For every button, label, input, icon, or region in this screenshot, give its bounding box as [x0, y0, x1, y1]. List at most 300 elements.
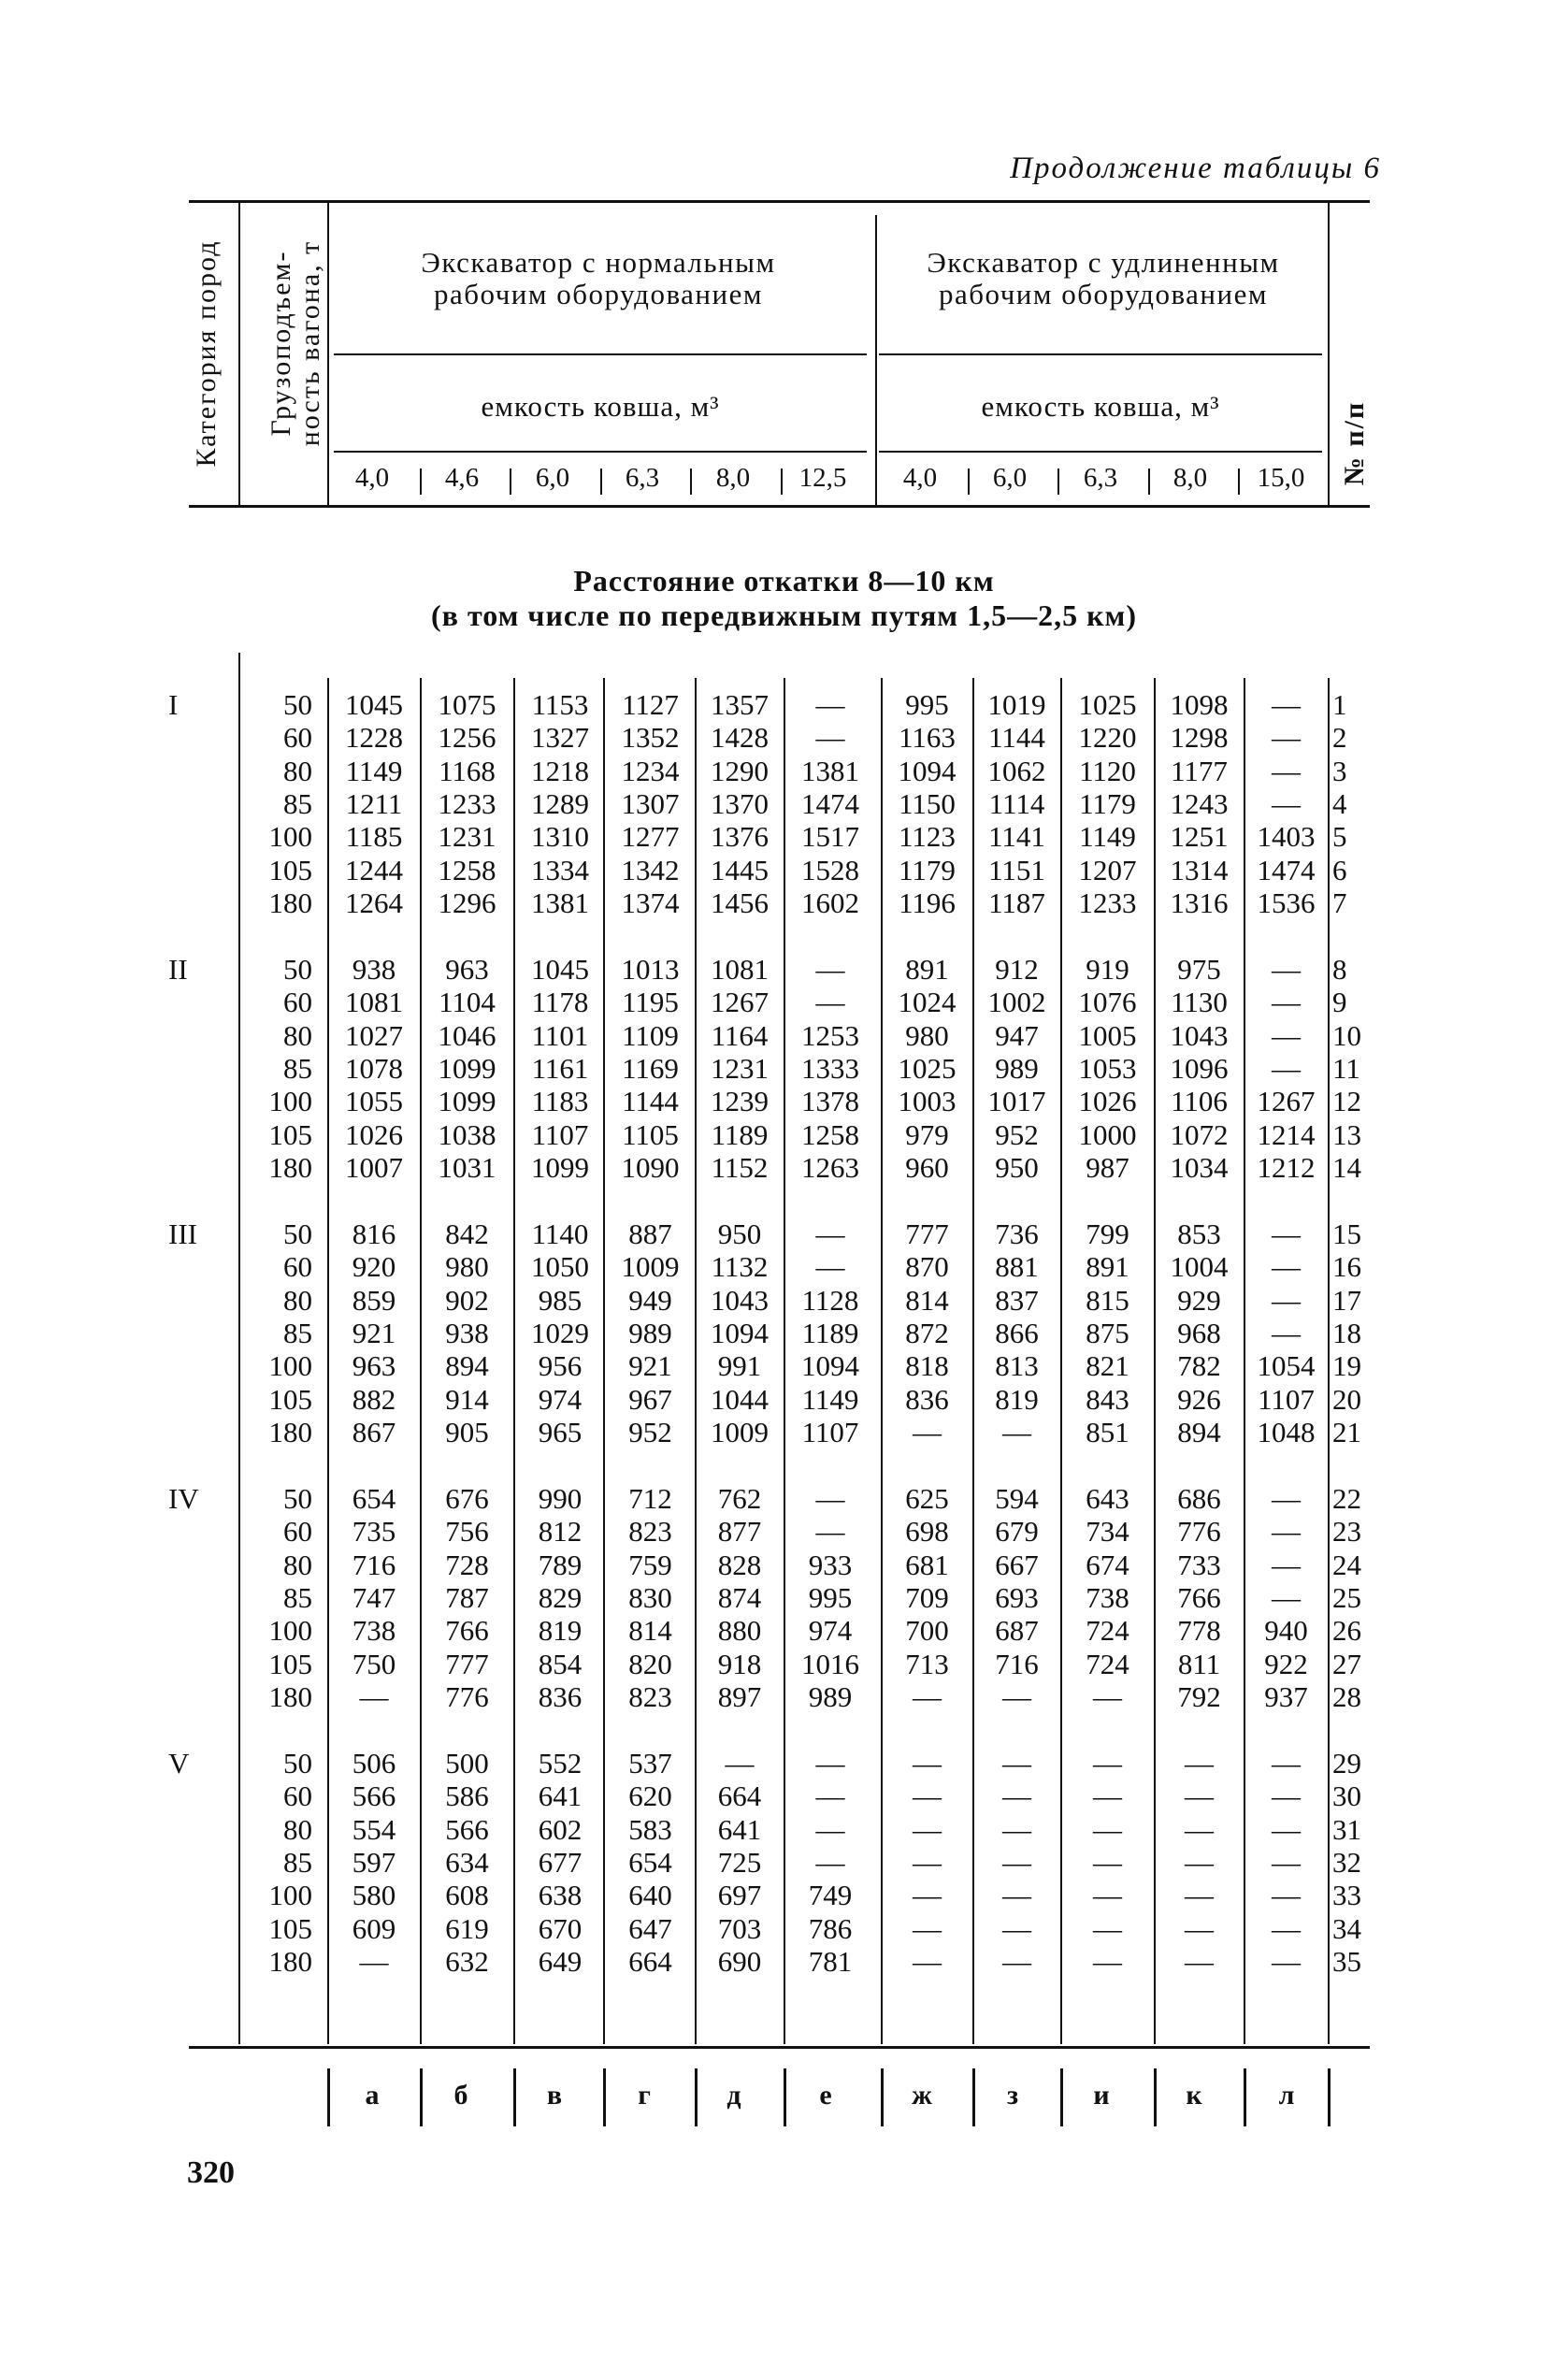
- row-number: 10: [1332, 1018, 1361, 1052]
- tonnage-cell: 100: [268, 820, 312, 854]
- value-cell: 1141: [988, 820, 1045, 854]
- value-cell: 506: [352, 1747, 396, 1779]
- value-cell: 1161: [531, 1051, 589, 1085]
- column-letter: а: [365, 2080, 380, 2111]
- row-number: 19: [1332, 1349, 1361, 1383]
- value-cell: 1003: [898, 1085, 957, 1118]
- value-cell: —: [1185, 1779, 1214, 1813]
- value-cell: 1096: [1170, 1051, 1229, 1085]
- row-number: 6: [1332, 853, 1347, 886]
- header-vline-1: [238, 202, 240, 505]
- value-cell: —: [1185, 1812, 1214, 1846]
- body-vline: [327, 678, 329, 2044]
- value-cell: 1153: [531, 688, 589, 721]
- value-cell: 787: [445, 1580, 489, 1614]
- value-cell: —: [1272, 1316, 1301, 1349]
- value-cell: 664: [628, 1944, 672, 1978]
- value-cell: 854: [538, 1647, 583, 1680]
- value-cell: —: [1272, 1879, 1301, 1912]
- value-cell: —: [1002, 1911, 1031, 1945]
- row-number: 22: [1332, 1482, 1361, 1515]
- tonnage-cell: 180: [268, 1415, 312, 1448]
- column-letter: д: [726, 2080, 741, 2111]
- number-header: № п/п: [1339, 400, 1370, 486]
- value-cell: 1038: [438, 1117, 496, 1151]
- value-cell: 821: [1086, 1349, 1129, 1383]
- value-cell: 843: [1086, 1382, 1129, 1416]
- value-cell: 905: [445, 1415, 489, 1448]
- value-cell: 782: [1177, 1349, 1221, 1383]
- value-cell: 500: [445, 1747, 489, 1779]
- value-cell: 933: [808, 1548, 853, 1581]
- column-letter: б: [453, 2080, 468, 2111]
- value-cell: 877: [717, 1515, 762, 1549]
- value-cell: 811: [1177, 1647, 1221, 1680]
- value-cell: 874: [717, 1580, 762, 1614]
- value-cell: 1231: [438, 820, 496, 854]
- value-cell: 1005: [1078, 1018, 1137, 1052]
- tonnage-cell: 60: [283, 1515, 312, 1549]
- value-cell: 1298: [1170, 721, 1229, 755]
- value-cell: 703: [717, 1911, 762, 1945]
- tonnage-cell: 50: [283, 688, 312, 721]
- value-cell: 823: [628, 1515, 672, 1549]
- value-cell: —: [815, 1812, 845, 1846]
- value-cell: 649: [538, 1944, 583, 1978]
- value-cell: 1043: [1170, 1018, 1229, 1052]
- footer-separator: [1328, 2068, 1331, 2126]
- value-cell: 1062: [987, 754, 1046, 787]
- value-cell: 818: [905, 1349, 949, 1383]
- value-cell: 609: [352, 1911, 396, 1945]
- row-number: 7: [1332, 886, 1347, 919]
- value-cell: 990: [538, 1482, 583, 1515]
- column-letter: е: [819, 2080, 832, 2111]
- page-number: 320: [187, 2155, 235, 2190]
- tonnage-cell: 85: [283, 1316, 312, 1349]
- tonnage-cell: 80: [283, 754, 312, 787]
- value-cell: —: [1185, 1747, 1214, 1779]
- value-cell: —: [1272, 1944, 1301, 1978]
- value-cell: 1009: [711, 1415, 769, 1448]
- row-number: 23: [1332, 1515, 1361, 1549]
- value-cell: 1149: [345, 754, 403, 787]
- value-cell: 625: [905, 1482, 949, 1515]
- value-cell: —: [815, 1218, 845, 1250]
- capacity-cell: 4,0: [354, 463, 390, 493]
- tonnage-cell: 80: [283, 1548, 312, 1581]
- value-cell: 724: [1086, 1647, 1129, 1680]
- tonnage-cell: 80: [283, 1283, 312, 1317]
- value-cell: 866: [995, 1316, 1039, 1349]
- tonnage-cell: 180: [268, 1679, 312, 1713]
- value-cell: 778: [1177, 1614, 1221, 1648]
- value-cell: 1381: [801, 754, 859, 787]
- value-cell: 956: [538, 1349, 583, 1383]
- footer-separator: [784, 2068, 786, 2126]
- value-cell: 686: [1177, 1482, 1221, 1515]
- value-cell: 1105: [622, 1117, 679, 1151]
- category-label: IV: [168, 1482, 199, 1515]
- value-cell: 1152: [711, 1150, 769, 1184]
- value-cell: 1474: [801, 786, 859, 820]
- value-cell: 674: [1086, 1548, 1129, 1581]
- column-letter: ж: [912, 2080, 932, 2111]
- value-cell: —: [815, 1482, 845, 1515]
- value-cell: —: [1272, 1283, 1301, 1317]
- value-cell: —: [1185, 1911, 1214, 1945]
- header-mid-rule-left: [334, 353, 867, 355]
- value-cell: 921: [628, 1349, 672, 1383]
- value-cell: 679: [995, 1515, 1039, 1549]
- value-cell: 1025: [898, 1051, 957, 1085]
- value-cell: 1370: [711, 786, 769, 820]
- value-cell: 1474: [1257, 853, 1316, 886]
- value-cell: 968: [1177, 1316, 1221, 1349]
- value-cell: 1106: [1171, 1085, 1228, 1118]
- table-bottom-rule: [189, 2046, 1370, 2049]
- footer-separator: [603, 2068, 606, 2126]
- value-cell: —: [1002, 1415, 1031, 1448]
- tonnage-cell: 105: [268, 1382, 312, 1416]
- capacity-cell: 6,0: [992, 463, 1028, 493]
- value-cell: 690: [717, 1944, 762, 1978]
- value-cell: 859: [352, 1283, 396, 1317]
- value-cell: 853: [1177, 1218, 1221, 1250]
- value-cell: 974: [538, 1382, 583, 1416]
- body-vline: [1154, 678, 1156, 2044]
- value-cell: 1258: [801, 1117, 859, 1151]
- value-cell: 1094: [711, 1316, 769, 1349]
- value-cell: 1031: [438, 1150, 496, 1184]
- value-cell: 641: [717, 1812, 762, 1846]
- value-cell: 816: [352, 1218, 396, 1250]
- value-cell: —: [913, 1911, 942, 1945]
- value-cell: —: [913, 1879, 942, 1912]
- value-cell: 537: [628, 1747, 672, 1779]
- capacity-cell: 4,6: [444, 463, 480, 493]
- value-cell: —: [1093, 1845, 1122, 1879]
- value-cell: —: [359, 1679, 389, 1713]
- value-cell: 1107: [531, 1117, 589, 1151]
- category-label: II: [168, 953, 188, 986]
- row-number: 29: [1332, 1747, 1361, 1779]
- value-cell: 777: [905, 1218, 949, 1250]
- value-cell: 1127: [622, 688, 679, 721]
- row-number: 14: [1332, 1150, 1361, 1184]
- value-cell: —: [1185, 1879, 1214, 1912]
- value-cell: 1239: [711, 1085, 769, 1118]
- value-cell: 814: [628, 1614, 672, 1648]
- value-cell: —: [1272, 1812, 1301, 1846]
- value-cell: —: [815, 986, 845, 1019]
- value-cell: 1104: [439, 986, 496, 1019]
- value-cell: —: [1093, 1779, 1122, 1813]
- tonnage-cell: 85: [283, 1580, 312, 1614]
- value-cell: —: [815, 1515, 845, 1549]
- value-cell: —: [1272, 1250, 1301, 1284]
- value-cell: 979: [905, 1117, 949, 1151]
- row-number: 5: [1332, 820, 1347, 854]
- value-cell: —: [1272, 953, 1301, 986]
- value-cell: —: [1272, 1018, 1301, 1052]
- value-cell: 836: [905, 1382, 949, 1416]
- value-cell: 1150: [899, 786, 956, 820]
- row-number: 8: [1332, 953, 1347, 986]
- value-cell: 938: [352, 953, 396, 986]
- value-cell: 762: [717, 1482, 762, 1515]
- value-cell: 929: [1177, 1283, 1221, 1317]
- value-cell: 1244: [345, 853, 403, 886]
- value-cell: 1290: [711, 754, 769, 787]
- header-bottom-rule: [189, 505, 1370, 508]
- value-cell: 1253: [801, 1018, 859, 1052]
- value-cell: —: [1272, 1051, 1301, 1085]
- value-cell: 1228: [345, 721, 403, 755]
- value-cell: 1002: [987, 986, 1046, 1019]
- tonnage-cell: 85: [283, 786, 312, 820]
- value-cell: 926: [1177, 1382, 1221, 1416]
- row-number: 18: [1332, 1316, 1361, 1349]
- value-cell: 1357: [711, 688, 769, 721]
- row-number: 21: [1332, 1415, 1361, 1448]
- value-cell: 713: [905, 1647, 949, 1680]
- value-cell: —: [913, 1779, 942, 1813]
- value-cell: —: [1272, 1482, 1301, 1515]
- row-number: 4: [1332, 786, 1347, 820]
- value-cell: 1207: [1078, 853, 1137, 886]
- value-cell: —: [913, 1845, 942, 1879]
- value-cell: 736: [995, 1218, 1039, 1250]
- capacity-cell: 12,5: [798, 463, 847, 493]
- value-cell: 777: [445, 1647, 489, 1680]
- value-cell: 922: [1264, 1647, 1308, 1680]
- value-cell: 698: [905, 1515, 949, 1549]
- value-cell: 1517: [801, 820, 859, 854]
- value-cell: 1081: [345, 986, 403, 1019]
- tonnage-cell: 60: [283, 721, 312, 755]
- category-label: I: [168, 688, 179, 721]
- value-cell: 1107: [801, 1415, 859, 1448]
- value-cell: —: [1272, 1515, 1301, 1549]
- value-cell: 1264: [345, 886, 403, 919]
- value-cell: 1381: [531, 886, 589, 919]
- value-cell: 643: [1086, 1482, 1129, 1515]
- body-vline: [881, 678, 883, 2044]
- value-cell: 867: [352, 1415, 396, 1448]
- value-cell: 1046: [438, 1018, 496, 1052]
- value-cell: —: [359, 1944, 389, 1978]
- value-cell: 776: [1177, 1515, 1221, 1549]
- value-cell: 1144: [622, 1085, 679, 1118]
- value-cell: 1178: [531, 986, 589, 1019]
- value-cell: 1004: [1170, 1250, 1229, 1284]
- value-cell: 985: [538, 1283, 583, 1317]
- value-cell: 792: [1177, 1679, 1221, 1713]
- value-cell: 940: [1264, 1614, 1308, 1648]
- value-cell: 750: [352, 1647, 396, 1680]
- value-cell: 949: [628, 1283, 672, 1317]
- value-cell: 1149: [801, 1382, 859, 1416]
- value-cell: —: [913, 1747, 942, 1779]
- body-vline: [1244, 678, 1245, 2044]
- value-cell: 725: [717, 1845, 762, 1879]
- value-cell: —: [1272, 1911, 1301, 1945]
- value-cell: 813: [995, 1349, 1039, 1383]
- value-cell: 693: [995, 1580, 1039, 1614]
- value-cell: —: [1272, 1548, 1301, 1581]
- value-cell: 1316: [1170, 886, 1229, 919]
- row-number: 26: [1332, 1614, 1361, 1648]
- value-cell: 608: [445, 1879, 489, 1912]
- value-cell: 952: [995, 1117, 1039, 1151]
- value-cell: 1101: [531, 1018, 589, 1052]
- value-cell: 918: [717, 1647, 762, 1680]
- value-cell: 799: [1086, 1218, 1129, 1250]
- value-cell: 641: [538, 1779, 583, 1813]
- value-cell: —: [1093, 1812, 1122, 1846]
- value-cell: 580: [352, 1879, 396, 1912]
- row-number: 11: [1332, 1051, 1360, 1085]
- value-cell: 836: [538, 1679, 583, 1713]
- value-cell: —: [815, 1747, 845, 1779]
- value-cell: 1078: [345, 1051, 403, 1085]
- value-cell: 1048: [1257, 1415, 1316, 1448]
- tonnage-cell: 180: [268, 886, 312, 919]
- value-cell: 819: [538, 1614, 583, 1648]
- value-cell: 1017: [987, 1085, 1046, 1118]
- value-cell: 887: [628, 1218, 672, 1250]
- value-cell: 1081: [711, 953, 769, 986]
- row-number: 32: [1332, 1845, 1361, 1879]
- value-cell: 1314: [1170, 853, 1229, 886]
- value-cell: —: [1002, 1879, 1031, 1912]
- value-cell: 987: [1086, 1150, 1129, 1184]
- value-cell: 1009: [621, 1250, 680, 1284]
- value-cell: 1094: [898, 754, 957, 787]
- header-vline-2: [327, 202, 329, 505]
- value-cell: 619: [445, 1911, 489, 1945]
- value-cell: 882: [352, 1382, 396, 1416]
- value-cell: 1234: [621, 754, 680, 787]
- value-cell: 830: [628, 1580, 672, 1614]
- value-cell: 897: [717, 1679, 762, 1713]
- value-cell: 667: [995, 1548, 1039, 1581]
- tonnage-cell: 105: [268, 1911, 312, 1945]
- value-cell: 1130: [1171, 986, 1228, 1019]
- value-cell: 1256: [438, 721, 496, 755]
- body-vline: [420, 678, 422, 2044]
- value-cell: 828: [717, 1548, 762, 1581]
- tonnage-cell: 80: [283, 1018, 312, 1052]
- value-cell: 1352: [621, 721, 680, 755]
- value-cell: 1258: [438, 853, 496, 886]
- tonnage-cell: 50: [283, 1218, 312, 1250]
- value-cell: 1164: [711, 1018, 769, 1052]
- value-cell: 776: [445, 1679, 489, 1713]
- value-cell: 980: [905, 1018, 949, 1052]
- value-cell: 937: [1264, 1679, 1308, 1713]
- value-cell: —: [913, 1415, 942, 1448]
- value-cell: 1263: [801, 1150, 859, 1184]
- tonnage-cell: 100: [268, 1879, 312, 1912]
- value-cell: 1026: [1078, 1085, 1137, 1118]
- value-cell: 995: [808, 1580, 853, 1614]
- value-cell: 1149: [1079, 820, 1136, 854]
- value-cell: 566: [445, 1812, 489, 1846]
- header-vline-4: [1328, 202, 1330, 505]
- value-cell: 640: [628, 1879, 672, 1912]
- value-cell: 960: [905, 1150, 949, 1184]
- value-cell: 1296: [438, 886, 496, 919]
- section-title-line2: (в том числе по передвижным путям 1,5—2,5 км): [431, 598, 1137, 632]
- value-cell: 829: [538, 1580, 583, 1614]
- value-cell: —: [1093, 1879, 1122, 1912]
- footer-separator: [881, 2068, 884, 2126]
- value-cell: —: [815, 1779, 845, 1813]
- value-cell: 1168: [439, 754, 496, 787]
- value-cell: 891: [1086, 1250, 1129, 1284]
- value-cell: 938: [445, 1316, 489, 1349]
- capacity-cell: 6,3: [625, 463, 660, 493]
- value-cell: 602: [538, 1812, 583, 1846]
- value-cell: 781: [808, 1944, 853, 1978]
- header-cap-rule-left: [334, 451, 867, 453]
- value-cell: 1140: [531, 1218, 589, 1250]
- value-cell: 1267: [1257, 1085, 1316, 1118]
- header-top-rule: [189, 200, 1370, 203]
- value-cell: 1109: [622, 1018, 679, 1052]
- value-cell: 709: [905, 1580, 949, 1614]
- value-cell: 875: [1086, 1316, 1129, 1349]
- capacity-cell: 8,0: [1172, 463, 1208, 493]
- body-vline: [513, 678, 515, 2044]
- value-cell: 980: [445, 1250, 489, 1284]
- value-cell: —: [815, 721, 845, 755]
- value-cell: —: [815, 1250, 845, 1284]
- group-normal-header: Экскаватор с нормальным рабочим оборудованием: [421, 246, 776, 310]
- value-cell: 733: [1177, 1548, 1221, 1581]
- value-cell: —: [1272, 986, 1301, 1019]
- tonnage-cell: 50: [283, 1747, 312, 1779]
- body-vline: [695, 678, 697, 2044]
- row-number: 27: [1332, 1647, 1361, 1680]
- value-cell: 1072: [1170, 1117, 1229, 1151]
- value-cell: 638: [538, 1879, 583, 1912]
- value-cell: 1327: [531, 721, 589, 755]
- value-cell: 872: [905, 1316, 949, 1349]
- row-number: 28: [1332, 1679, 1361, 1713]
- column-letter: и: [1093, 2080, 1110, 2111]
- value-cell: 766: [445, 1614, 489, 1648]
- value-cell: 1289: [531, 786, 589, 820]
- value-cell: 912: [995, 953, 1039, 986]
- value-cell: —: [1002, 1747, 1031, 1779]
- value-cell: —: [913, 1679, 942, 1713]
- value-cell: 812: [538, 1515, 583, 1549]
- value-cell: 1163: [899, 721, 956, 755]
- value-cell: 1376: [711, 820, 769, 854]
- value-cell: 735: [352, 1515, 396, 1549]
- value-cell: 1251: [1170, 820, 1229, 854]
- value-cell: 1007: [345, 1150, 403, 1184]
- row-number: 9: [1332, 986, 1347, 1019]
- row-number: 12: [1332, 1085, 1361, 1118]
- tonnage-cell: 100: [268, 1614, 312, 1648]
- value-cell: 1231: [711, 1051, 769, 1085]
- footer-separator: [1244, 2068, 1246, 2126]
- value-cell: —: [1093, 1747, 1122, 1779]
